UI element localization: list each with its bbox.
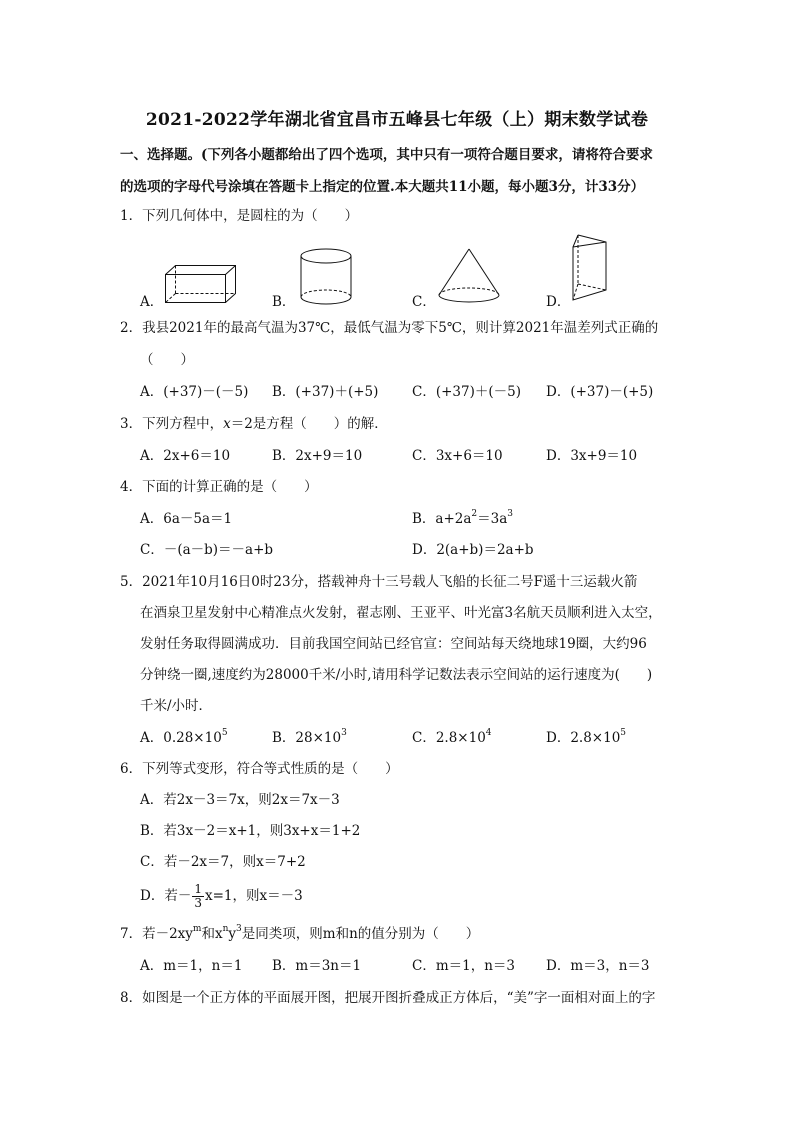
q3-option-b: B．2x+9＝10 bbox=[272, 448, 363, 464]
q1-option-b-label: B． bbox=[272, 294, 296, 310]
q7-option-b: B．m＝3n＝1 bbox=[272, 958, 362, 974]
q5-d-exponent: 5 bbox=[620, 728, 627, 738]
q2-option-b: B．(+37)＋(+5) bbox=[272, 384, 379, 400]
q5-c-exponent: 4 bbox=[485, 728, 492, 738]
question-3-stem bbox=[120, 414, 388, 434]
q4-option-b bbox=[412, 509, 513, 529]
q6-option-c: C．若－2x＝7，则x＝7+2 bbox=[140, 854, 306, 870]
q6-d-prefix: D．若－ bbox=[140, 888, 192, 904]
q1-option-c-label: C． bbox=[412, 294, 436, 310]
q7-stem-part-4: 是同类项，则m和n的值分别为（ ） bbox=[241, 926, 480, 942]
section-header-line-2: 的选项的字母代号涂填在答题卡上指定的位置.本大题共11小题，每小题3分，计33分） bbox=[120, 179, 645, 195]
q5-c-base: C．2.8×10 bbox=[412, 730, 486, 746]
q5-option-b bbox=[272, 728, 347, 748]
q5-option-d bbox=[546, 728, 626, 748]
q2-option-c: C．(+37)＋(－5) bbox=[412, 384, 521, 400]
q5-b-exponent: 3 bbox=[341, 728, 347, 738]
q6-d-suffix: x=1，则x＝－3 bbox=[204, 888, 303, 904]
q4-b-exponent-2: 3 bbox=[507, 509, 514, 519]
q4-b-prefix: B．a+2a bbox=[412, 511, 472, 527]
q4-option-a: A．6a－5a＝1 bbox=[140, 511, 233, 527]
q5-b-base: B．28×10 bbox=[272, 730, 342, 746]
q6-option-a: A．若2x－3＝7x，则2x＝7x－3 bbox=[140, 792, 340, 808]
fraction-denominator: 3 bbox=[194, 896, 202, 910]
section-header-line-1: 一、选择题。(下列各小题都给出了四个选项，其中只有一项符合题目要求，请将符合要求 bbox=[120, 147, 653, 163]
q6-option-b: B．若3x－2＝x+1，则3x+x＝1+2 bbox=[140, 823, 361, 839]
q7-exponent-m: m bbox=[192, 924, 202, 934]
q6-option-d bbox=[140, 883, 303, 910]
q3-option-a: A．2x+6＝10 bbox=[140, 448, 231, 464]
q4-option-d: D．2(a+b)＝2a+b bbox=[412, 542, 534, 558]
q3-stem-prefix: 3．下列方程中， bbox=[120, 416, 224, 432]
q7-option-a: A．m＝1，n＝1 bbox=[140, 958, 243, 974]
q5-d-base: D．2.8×10 bbox=[546, 730, 621, 746]
question-7-stem bbox=[120, 924, 479, 944]
cone-figure bbox=[438, 248, 500, 304]
q2-option-d: D．(+37)－(+5) bbox=[546, 384, 654, 400]
q4-b-exponent-1: 2 bbox=[471, 509, 478, 519]
question-5-line-5: 千米/小时． bbox=[140, 698, 213, 714]
question-5-line-4: 分钟绕一圈,速度约为28000千米/小时,请用科学记数法表示空间站的运行速度为( ) bbox=[140, 667, 653, 683]
q2-option-a: A．(+37)－(－5) bbox=[140, 384, 249, 400]
q4-option-c: C．－(a－b)＝－a+b bbox=[140, 542, 274, 558]
fraction-numerator: 1 bbox=[194, 882, 202, 896]
q7-stem-part-2: 和x bbox=[201, 926, 223, 942]
question-5-line-3: 发射任务取得圆满成功．目前我国空间站已经官宣：空间站每天绕地球19圈，大约96 bbox=[140, 636, 647, 652]
question-8-line-1: 8．如图是一个正方体的平面展开图，把展开图折叠成正方体后，“美”字一面相对面上的字 bbox=[120, 990, 656, 1006]
q1-option-d-label: D． bbox=[546, 294, 571, 310]
q7-stem-part-3: y bbox=[228, 926, 237, 942]
question-5-line-2: 在酒泉卫星发射中心精准点火发射，翟志刚、王亚平、叶光富3名航天员顺利进入太空， bbox=[140, 605, 662, 621]
q3-option-c: C．3x+6＝10 bbox=[412, 448, 503, 464]
q3-option-d: D．3x+9＝10 bbox=[546, 448, 638, 464]
q3-stem-suffix: ＝2是方程（ ）的解． bbox=[230, 416, 388, 432]
exam-title: 2021-2022学年湖北省宜昌市五峰县七年级（上）期末数学试卷 bbox=[145, 110, 649, 130]
question-4-stem: 4．下面的计算正确的是（ ） bbox=[120, 479, 318, 495]
q7-option-d: D．m＝3，n＝3 bbox=[546, 958, 650, 974]
q5-a-exponent: 5 bbox=[221, 728, 228, 738]
question-2-stem-line-1: 2．我县2021年的最高气温为37℃，最低气温为零下5℃，则计算2021年温差列式正确的 bbox=[120, 320, 659, 336]
question-6-stem: 6．下列等式变形，符合等式性质的是（ ） bbox=[120, 761, 399, 777]
question-5-line-1: 5．2021年10月16日0时23分，搭载神舟十三号载人飞船的长征二号F遥十三运载火箭 bbox=[120, 574, 638, 590]
question-2-stem-line-2: （ ） bbox=[140, 352, 194, 368]
triangular-prism-figure bbox=[572, 234, 608, 302]
cylinder-figure bbox=[300, 248, 352, 306]
q4-b-middle: ＝3a bbox=[477, 511, 508, 527]
q5-a-base: A．0.28×10 bbox=[140, 730, 222, 746]
q7-exponent-3: 3 bbox=[236, 924, 242, 934]
q7-exponent-n: n bbox=[222, 924, 229, 934]
cuboid-figure bbox=[165, 265, 240, 305]
q5-option-c bbox=[412, 728, 492, 748]
q1-option-a-label: A． bbox=[140, 294, 164, 310]
q5-option-a bbox=[140, 728, 228, 748]
question-1-stem: 1．下列几何体中，是圆柱的为（ ） bbox=[120, 208, 359, 224]
q3-stem-variable: x bbox=[223, 416, 231, 432]
q7-stem-part-1: 7．若－2xy bbox=[120, 926, 193, 942]
q6-d-fraction bbox=[192, 883, 204, 910]
q7-option-c: C．m＝1，n＝3 bbox=[412, 958, 516, 974]
